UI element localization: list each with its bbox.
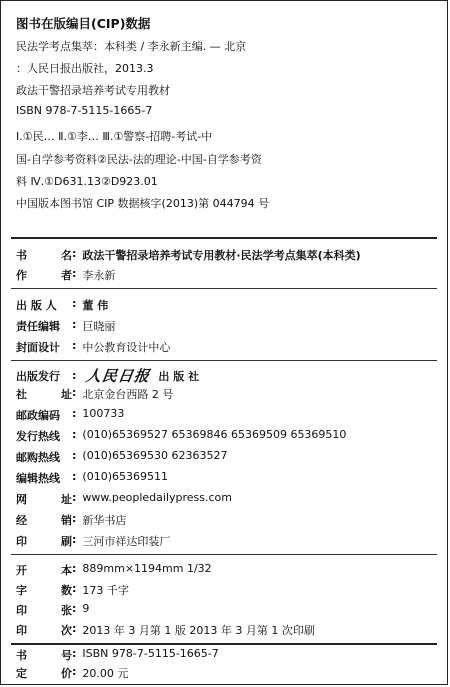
book-title-row: 书 名 : 政法干警招录培养考试专用教材·民法学考点集萃(本科类) xyxy=(16,247,361,262)
cover-design-row: 封面设计 : 中公教育设计中心 xyxy=(16,339,171,354)
label: 印 xyxy=(16,624,27,637)
word-count: 173 千字 xyxy=(82,584,129,597)
label: 号 xyxy=(61,649,72,662)
website-row: 网 址 : www.peopledailypress.com xyxy=(16,491,232,506)
publisher-person-row: 出 版 人 : 董 伟 xyxy=(16,297,109,312)
label: 网 xyxy=(16,493,27,506)
word-count-row: 字 数 : 173 千字 xyxy=(16,582,129,597)
divider xyxy=(11,237,437,239)
distributor: 新华书店 xyxy=(82,514,127,527)
isbn-row: 书 号 : ISBN 978-7-5115-1665-7 xyxy=(16,647,219,662)
cip-line: ：人民日报出版社，2013.3 xyxy=(16,62,154,75)
price-row: 定 价 : 20.00 元 xyxy=(16,665,129,680)
label: 书 xyxy=(16,249,27,262)
label: 印 xyxy=(16,535,27,548)
distribution-row: 出版发行 : 人民日报 出 版 社 xyxy=(16,367,200,385)
editorial-hotline: (010)65369511 xyxy=(82,470,168,483)
label: 经 xyxy=(16,514,27,527)
label: 社 xyxy=(16,388,27,401)
label: 价 xyxy=(61,667,72,680)
label: 址 xyxy=(61,493,72,506)
label: 邮购热线 xyxy=(16,451,60,464)
sheets-row: 印 张 : 9 xyxy=(16,602,90,617)
label: 刷 xyxy=(61,535,72,548)
label: 编辑热线 xyxy=(16,472,60,485)
edition: 2013 年 3 月第 1 版 2013 年 3 月第 1 次印刷 xyxy=(82,624,315,637)
cip-line: 料 Ⅳ.①D631.13②D923.01 xyxy=(16,175,158,188)
cip-line: 政法干警招录培养考试专用教材 xyxy=(16,84,170,97)
label: 数 xyxy=(61,584,72,597)
author-name: 李永新 xyxy=(82,269,116,282)
cip-title: 图书在版编目(CIP)数据 xyxy=(16,16,151,31)
label: 者 xyxy=(61,269,72,282)
label: 本 xyxy=(61,564,72,577)
sales-hotline: (010)65369527 65369846 65369509 65369510 xyxy=(82,428,347,441)
label: 定 xyxy=(16,667,27,680)
sales-hotline-row: 发行热线 : (010)65369527 65369846 65369509 65369510 xyxy=(16,428,347,443)
label: 书 xyxy=(16,649,27,662)
label: 出版发行 xyxy=(16,369,60,383)
label: 封面设计 xyxy=(16,341,60,354)
format-row: 开 本 : 889mm×1194mm 1/32 xyxy=(16,562,212,577)
cip-record-number: 中国版本图书馆 CIP 数据核字(2013)第 044794 号 xyxy=(16,197,270,210)
label: 发行热线 xyxy=(16,430,60,443)
isbn: ISBN 978-7-5115-1665-7 xyxy=(82,647,219,660)
format: 889mm×1194mm 1/32 xyxy=(82,562,212,575)
label: 作 xyxy=(16,269,27,282)
label: 出 版 人 xyxy=(16,299,57,312)
cip-line: Ⅰ.①民… Ⅱ.①李… Ⅲ.①警察-招聘-考试-中 xyxy=(16,130,213,143)
publisher-logo: 人民日报 xyxy=(85,367,152,385)
cip-line: 国-自学参考资料②民法-法的理论-中国-自学参考资 xyxy=(16,153,262,166)
printer-row: 印 刷 : 三河市祥达印装厂 xyxy=(16,533,171,548)
divider xyxy=(11,643,437,645)
mail-order-hotline: (010)65369530 62363527 xyxy=(82,449,228,462)
editor-row: 责任编辑 : 巨晓丽 xyxy=(16,318,116,333)
cip-line: ISBN 978-7-5115-1665-7 xyxy=(16,104,153,117)
address: 北京金台西路 2 号 xyxy=(82,388,174,401)
edition-row: 印 次 : 2013 年 3 月第 1 版 2013 年 3 月第 1 次印刷 xyxy=(16,622,315,637)
label: 次 xyxy=(61,624,72,637)
label: 责任编辑 xyxy=(16,320,60,333)
distributor-row: 经 销 : 新华书店 xyxy=(16,512,127,527)
mail-order-row: 邮购热线 : (010)65369530 62363527 xyxy=(16,449,228,464)
book-title: 政法干警招录培养考试专用教材·民法学考点集萃(本科类) xyxy=(82,249,361,262)
printed-sheets: 9 xyxy=(82,602,90,615)
publisher-person: 董 伟 xyxy=(82,299,109,312)
divider xyxy=(11,554,437,555)
postcode-row: 邮政编码 : 100733 xyxy=(16,407,125,422)
label: 销 xyxy=(61,514,72,527)
publisher-suffix: 出 版 社 xyxy=(158,369,200,383)
author-row: 作 者 : 李永新 xyxy=(16,267,116,282)
label: 址 xyxy=(61,388,72,401)
label: 字 xyxy=(16,584,27,597)
cip-line: 民法学考点集萃：本科类 / 李永新主编. — 北京 xyxy=(16,40,247,53)
editor-name: 巨晓丽 xyxy=(82,320,116,333)
label: 名 xyxy=(61,249,72,262)
editorial-hotline-row: 编辑热线 : (010)65369511 xyxy=(16,470,168,485)
label: 邮政编码 xyxy=(16,409,60,422)
divider xyxy=(11,288,437,289)
postcode: 100733 xyxy=(82,407,125,420)
address-row: 社 址 : 北京金台西路 2 号 xyxy=(16,386,174,401)
website: www.peopledailypress.com xyxy=(82,491,232,504)
label: 张 xyxy=(61,604,72,617)
cover-designer: 中公教育设计中心 xyxy=(82,341,171,354)
price: 20.00 元 xyxy=(82,667,129,680)
label: 开 xyxy=(16,564,27,577)
divider xyxy=(11,360,437,361)
label: 印 xyxy=(16,604,27,617)
printer: 三河市祥达印装厂 xyxy=(82,535,171,548)
